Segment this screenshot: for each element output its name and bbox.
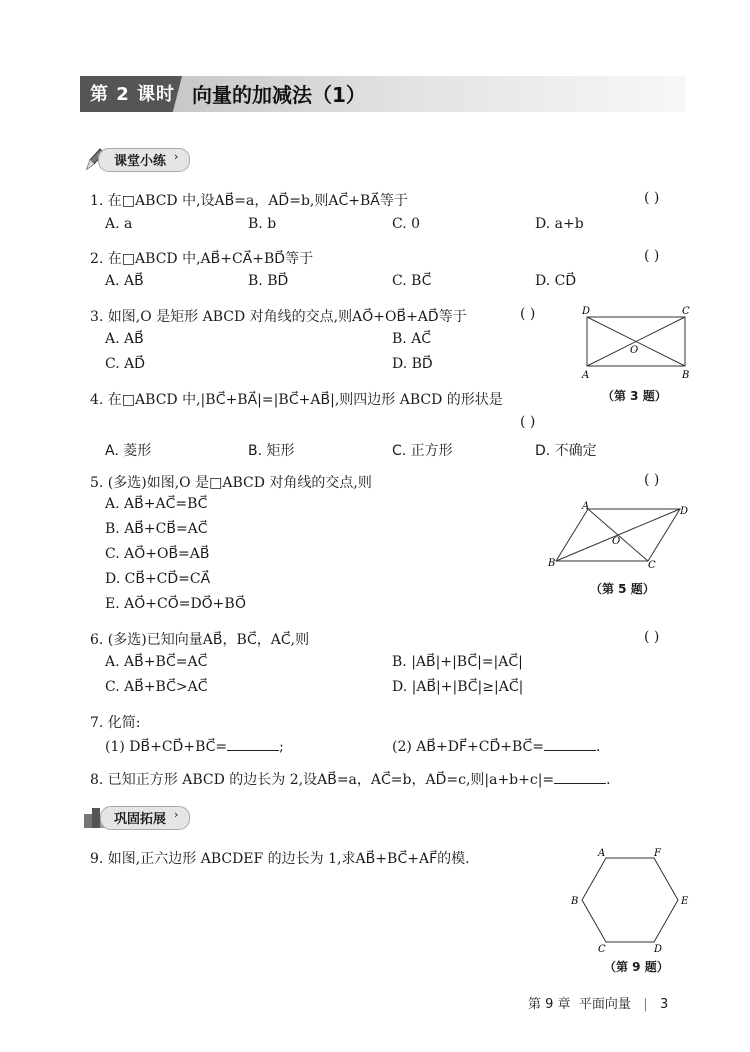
question-7-part-1-end: ; [279,739,284,755]
figure-parallelogram [546,500,690,570]
question-5-option-c: C. AO⃗+OB⃗=AB⃗ [105,546,210,562]
lesson-number: 第 2 课时 [90,84,176,105]
question-3-option-c: C. AD⃗ [105,356,146,372]
question-8-text: 8. 已知正方形 ABCD 的边长为 2,设AB⃗=a，AC⃗=b，AD⃗=c,则|a+b+c|= [90,772,555,788]
question-6-option-d: D. |AB⃗|+|BC⃗|≥|AC⃗| [392,679,524,695]
question-2-option-a: A. AB⃗ [105,273,144,289]
question-2-answer-parens: ( ) [644,248,660,264]
question-3-option-d: D. BD⃗ [392,356,433,372]
question-2-option-c: C. BC⃗ [392,273,432,289]
question-4-option-a: A. 菱形 [105,443,152,459]
figure-3-caption: （第 3 题） [602,389,667,403]
figure-hexagon [568,844,692,954]
question-1-option-a: A. a [105,216,133,232]
label-f: F [654,848,661,859]
question-7-part-2-end: . [596,739,601,755]
label-a: A [582,501,590,512]
question-1-option-c: C. 0 [392,216,421,232]
answer-blank[interactable] [227,737,279,751]
section-practice-label: 课堂小练 [114,154,167,169]
question-4-answer-parens: ( ) [520,414,536,430]
question-7-part-2 [392,737,600,755]
label-b: B [682,370,690,381]
question-6-answer-parens: ( ) [644,629,660,645]
label-a: A [598,848,606,859]
question-8 [90,769,611,789]
question-8-end: . [606,772,611,788]
question-5-option-d: D. CB⃗+CD⃗=CA⃗ [105,571,211,587]
label-o: O [630,345,639,356]
question-5-answer-parens: ( ) [644,472,660,488]
question-1-text: 1. 在□ABCD 中,设AB⃗=a，AD⃗=b,则AC⃗+BA⃗等于 [90,193,408,209]
page-number: 3 [660,997,669,1012]
question-2-option-d: D. CD⃗ [535,273,577,289]
question-6-text: 6. (多选)已知向量AB⃗，BC⃗，AC⃗,则 [90,632,310,648]
question-5-option-e: E. AO⃗+CO⃗=DO⃗+BO⃗ [105,596,246,612]
question-9-text: 9. 如图,正六边形 ABCDEF 的边长为 1,求AB⃗+BC⃗+AF⃗的模. [90,851,470,867]
answer-blank[interactable] [554,770,606,784]
label-c: C [682,306,690,317]
question-7-part-2-expr: (2) AB⃗+DF⃗+CD⃗+BC⃗= [392,739,545,755]
question-3-answer-parens: ( ) [520,306,536,322]
label-d: D [582,306,591,317]
question-1-option-d: D. a+b [535,216,584,232]
page-footer [528,993,668,1012]
question-5-text: 5. (多选)如图,O 是□ABCD 对角线的交点,则 [90,475,372,491]
question-4-text: 4. 在□ABCD 中,|BC⃗+BA⃗|=|BC⃗+AB⃗|,则四边形 ABCD 的形状是 [90,392,503,408]
question-6-option-b: B. |AB⃗|+|BC⃗|=|AC⃗| [392,654,523,670]
question-7-part-1 [105,737,284,755]
question-1-option-b: B. b [248,216,277,232]
label-c: C [648,560,656,570]
question-4-option-c: C. 正方形 [392,443,453,459]
chevron-right-icon: › [174,808,179,821]
figure-9-caption: （第 9 题） [604,960,669,974]
question-5-option-b: B. AB⃗+CB⃗=AC⃗ [105,521,208,537]
figure-rectangle [578,302,696,382]
footer-chapter: 第 9 章 [528,997,571,1012]
question-2-option-b: B. BD⃗ [248,273,289,289]
figure-5-caption: （第 5 题） [590,582,655,596]
chevron-right-icon: › [174,150,179,163]
footer-chapter-name: 平面向量 [578,997,631,1012]
label-b: B [548,558,556,569]
question-3-text: 3. 如图,O 是矩形 ABCD 对角线的交点,则AO⃗+OB⃗+AD⃗等于 [90,309,467,325]
label-d: D [654,944,663,954]
section-extend-label: 巩固拓展 [114,812,167,827]
label-o: O [612,536,621,547]
question-2-text: 2. 在□ABCD 中,AB⃗+CA⃗+BD⃗等于 [90,251,314,267]
question-7-text: 7. 化简: [90,715,141,731]
question-3-option-b: B. AC⃗ [392,331,432,347]
question-4-option-d: D. 不确定 [535,443,597,459]
question-7-part-1-expr: (1) DB⃗+CD⃗+BC⃗= [105,739,228,755]
label-e: E [681,896,689,907]
question-6-option-a: A. AB⃗+BC⃗=AC⃗ [105,654,208,670]
question-6-option-c: C. AB⃗+BC⃗>AC⃗ [105,679,208,695]
label-b: B [571,896,579,907]
lesson-title: 向量的加减法（1） [192,83,366,107]
label-d: D [680,506,689,517]
question-5-option-a: A. AB⃗+AC⃗=BC⃗ [105,496,208,512]
question-3-option-a: A. AB⃗ [105,331,144,347]
question-1-answer-parens: ( ) [644,190,660,206]
footer-separator: | [643,997,648,1012]
label-c: C [598,944,606,954]
answer-blank[interactable] [544,737,596,751]
question-4-option-b: B. 矩形 [248,443,295,459]
label-a: A [582,370,590,381]
